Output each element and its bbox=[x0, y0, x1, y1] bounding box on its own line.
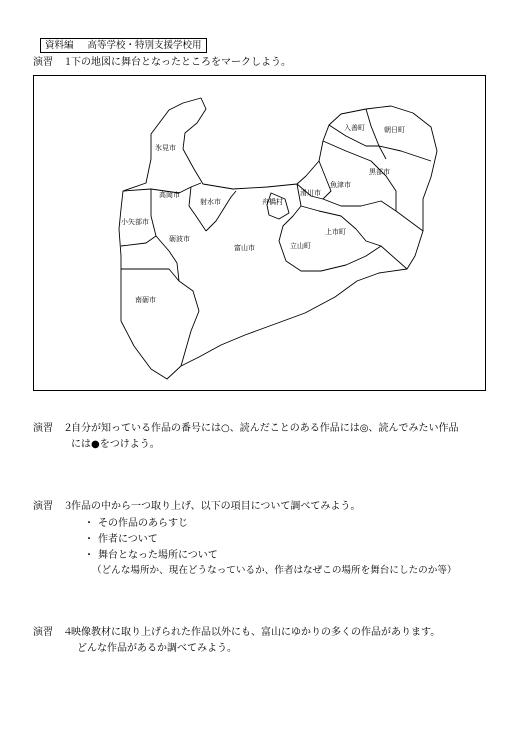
exercise-1-text: 下の地図に舞台となったところをマークしよう。 bbox=[71, 57, 291, 68]
exercise-4-text-2: どんな作品があるか調べてみよう。 bbox=[77, 643, 237, 654]
exercise-1 bbox=[33, 56, 291, 70]
map-label-toyama: 富山市 bbox=[234, 244, 255, 252]
border-nanto-toyama bbox=[181, 311, 199, 366]
map-label-kurobe: 黒部市 bbox=[369, 168, 390, 176]
border-tonami-nanto bbox=[121, 269, 179, 281]
exercise-3-item-2 bbox=[84, 533, 158, 547]
material-label-left: 資料編 bbox=[45, 40, 74, 51]
material-label-right: 高等学校・特別支援学校用 bbox=[87, 40, 202, 51]
map-label-oyabe: 小矢部市 bbox=[121, 218, 149, 226]
border-takaoka-imizu bbox=[189, 187, 206, 231]
map-label-funahashi: 舟橋村 bbox=[262, 198, 283, 206]
exercise-3-intro bbox=[33, 500, 360, 514]
map-label-uozu: 魚津市 bbox=[330, 181, 351, 189]
material-label bbox=[40, 38, 207, 53]
exercise-3-note: （どんな場所か、現在どうなっているか、作者はなぜこの場所を舞台にしたのか等） bbox=[92, 565, 457, 576]
border-uozu-kamiichi bbox=[323, 199, 396, 211]
exercise-3-item-2-text: 作者について bbox=[98, 534, 158, 545]
map-label-imizu: 射水市 bbox=[200, 198, 221, 206]
exercise-3-item-3-text: 舞台となった場所について bbox=[98, 550, 218, 561]
exercise-2-line-1 bbox=[33, 422, 458, 436]
exercise-4-line-1 bbox=[33, 626, 440, 640]
exercise-3-item-1-text: その作品のあらすじ bbox=[98, 518, 188, 529]
bullet-mark: ・ bbox=[84, 518, 94, 529]
map-frame bbox=[33, 75, 486, 391]
map-label-tonami: 砺波市 bbox=[169, 235, 190, 243]
border-kamiichi bbox=[301, 206, 407, 269]
bullet-mark: ・ bbox=[84, 550, 94, 561]
exercise-4-number: 演習 ４ bbox=[33, 627, 73, 638]
exercise-2-text-2: には●をつけよう。 bbox=[71, 439, 160, 450]
exercise-3-text: 作品の中から一つ取り上げ、以下の項目について調べてみよう。 bbox=[71, 501, 361, 512]
exercise-3-item-1 bbox=[84, 517, 188, 531]
exercise-3-number: 演習 ３ bbox=[33, 501, 73, 512]
map-label-tateyama: 立山町 bbox=[290, 242, 311, 250]
exercise-1-number: 演習 １ bbox=[33, 57, 73, 68]
map-label-asahi: 朝日町 bbox=[384, 126, 405, 134]
map-label-nanto: 南砺市 bbox=[135, 296, 156, 304]
map-label-namerikawa: 滑川市 bbox=[300, 189, 321, 197]
map-label-nyuzen: 入善町 bbox=[344, 124, 365, 132]
exercise-3-item-3 bbox=[84, 549, 218, 563]
exercise-2-number: 演習 ２ bbox=[33, 423, 73, 434]
exercise-4-text-1: 映像教材に取り上げられた作品以外にも、富山にゆかりの多くの作品があります。 bbox=[71, 627, 441, 638]
border-oyabe-tonami bbox=[121, 236, 156, 246]
map-label-kamiichi: 上市町 bbox=[325, 228, 346, 236]
border-tonami-toyama bbox=[169, 251, 199, 311]
prefecture-outline bbox=[119, 98, 437, 379]
border-nyuzen-asahi bbox=[366, 109, 386, 159]
bullet-mark: ・ bbox=[84, 534, 94, 545]
map-label-takaoka: 高岡市 bbox=[159, 191, 180, 199]
map-label-himi: 氷見市 bbox=[155, 144, 176, 152]
toyama-map bbox=[34, 76, 485, 390]
exercise-2-text-1: 自分が知っている作品の番号には○、読んだことのある作品には◎、読んでみたい作品 bbox=[71, 423, 459, 434]
